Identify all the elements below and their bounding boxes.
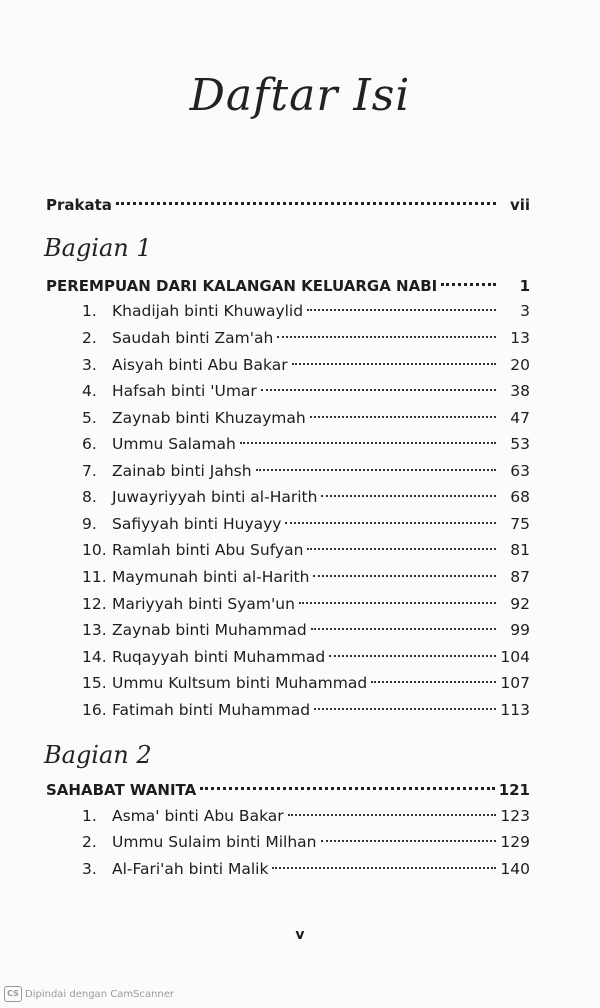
toc-label: Saudah binti Zam'ah (112, 329, 274, 347)
toc-label: SAHABAT WANITA (46, 781, 197, 799)
toc-entry (82, 298, 530, 324)
toc-entry (82, 670, 530, 696)
toc-page: 123 (500, 807, 530, 825)
dot-leader (200, 787, 494, 790)
toc-entry (82, 617, 530, 643)
dot-leader (314, 708, 496, 710)
toc-label: Juwayriyyah binti al-Harith (112, 488, 318, 506)
toc-label: Ummu Sulaim binti Milhan (112, 833, 317, 851)
toc-entry (82, 829, 530, 855)
toc-label: Aisyah binti Abu Bakar (112, 356, 288, 374)
toc-page: 81 (510, 541, 530, 559)
toc-number: 7. (82, 462, 97, 480)
toc-page: 13 (510, 329, 530, 347)
dot-leader (307, 548, 496, 550)
toc-number: 3. (82, 356, 97, 374)
toc-number: 11. (82, 568, 107, 586)
toc-label: Khadijah binti Khuwaylid (112, 302, 304, 320)
toc-label: Al-Fari'ah binti Malik (112, 860, 269, 878)
toc-label: Safiyyah binti Huyayy (112, 515, 282, 533)
dot-leader (441, 283, 496, 286)
toc-section-heading (46, 273, 530, 299)
toc-number: 1. (82, 302, 97, 320)
dot-leader (329, 655, 496, 657)
dot-leader (321, 840, 496, 842)
dot-leader (307, 309, 496, 311)
toc-page: vii (509, 196, 530, 214)
toc-entry (82, 352, 530, 378)
toc-entry (82, 803, 530, 829)
toc-entry (82, 644, 530, 670)
toc-number: 13. (82, 621, 107, 639)
toc-label: Ummu Kultsum binti Muhammad (112, 674, 368, 692)
toc-entry (82, 325, 530, 351)
dot-leader (311, 628, 496, 630)
toc-label: Zainab binti Jahsh (112, 462, 252, 480)
toc-number: 15. (82, 674, 107, 692)
toc-number: 5. (82, 409, 97, 427)
toc-page: 20 (510, 356, 530, 374)
toc-entry (82, 537, 530, 563)
toc-page: 3 (520, 302, 530, 320)
toc-page: 53 (510, 435, 530, 453)
toc-page: 68 (510, 488, 530, 506)
dot-leader (292, 363, 496, 365)
page-number: v (295, 927, 305, 943)
toc-number: 9. (82, 515, 97, 533)
toc-section-heading (46, 777, 530, 803)
toc-number: 2. (82, 329, 97, 347)
toc-label: Fatimah binti Muhammad (112, 701, 311, 719)
toc-number: 1. (82, 807, 97, 825)
dot-leader (272, 867, 496, 869)
toc-entry (82, 591, 530, 617)
toc-page: 38 (510, 382, 530, 400)
toc-number: 12. (82, 595, 107, 613)
toc-page: 107 (500, 674, 530, 692)
toc-label: Prakata (46, 196, 112, 214)
toc-number: 10. (82, 541, 107, 559)
toc-label: Asma' binti Abu Bakar (112, 807, 284, 825)
page-title: Daftar Isi (189, 70, 411, 121)
toc-entry (82, 378, 530, 404)
toc-entry (82, 458, 530, 484)
toc-page: 104 (500, 648, 530, 666)
dot-leader (288, 814, 496, 816)
dot-leader (261, 389, 496, 391)
scanner-text: Dipindai dengan CamScanner (25, 988, 174, 1000)
toc-number: 8. (82, 488, 97, 506)
dot-leader (310, 416, 496, 418)
toc-number: 3. (82, 860, 97, 878)
dot-leader (256, 469, 496, 471)
toc-entry (82, 405, 530, 431)
toc-label: Hafsah binti 'Umar (112, 382, 257, 400)
toc-label: Mariyyah binti Syam'un (112, 595, 295, 613)
toc-number: 6. (82, 435, 97, 453)
toc-entry (82, 564, 530, 590)
toc-page: 87 (510, 568, 530, 586)
toc-page: 113 (500, 701, 530, 719)
toc-label: Ruqayyah binti Muhammad (112, 648, 326, 666)
toc-page: 140 (500, 860, 530, 878)
toc-label: Zaynab binti Khuzaymah (112, 409, 306, 427)
toc-entry (82, 484, 530, 510)
toc-page: 121 (498, 781, 530, 799)
dot-leader (371, 681, 496, 683)
toc-page: 1 (519, 277, 530, 295)
section-label-bagian-1: Bagian 1 (44, 234, 152, 262)
toc-page: 99 (510, 621, 530, 639)
toc-entry (82, 431, 530, 457)
toc-entry (82, 697, 530, 723)
toc-page: 92 (510, 595, 530, 613)
toc-page: 129 (500, 833, 530, 851)
toc-entry (82, 856, 530, 882)
toc-label: Zaynab binti Muhammad (112, 621, 307, 639)
toc-number: 14. (82, 648, 107, 666)
toc-number: 4. (82, 382, 97, 400)
dot-leader (285, 522, 496, 524)
toc-entry-prakata (46, 192, 530, 218)
camscanner-icon: CS (4, 986, 22, 1002)
dot-leader (313, 575, 496, 577)
scanner-watermark (4, 986, 174, 1002)
toc-page: 63 (510, 462, 530, 480)
dot-leader (240, 442, 496, 444)
toc-entry (82, 511, 530, 537)
section-label-bagian-2: Bagian 2 (44, 741, 152, 769)
toc-number: 2. (82, 833, 97, 851)
dot-leader (277, 336, 496, 338)
toc-label: PEREMPUAN DARI KALANGAN KELUARGA NABI (46, 277, 438, 295)
toc-page: 75 (510, 515, 530, 533)
dot-leader (321, 495, 496, 497)
toc-label: Ummu Salamah (112, 435, 236, 453)
toc-number: 16. (82, 701, 107, 719)
toc-page: 47 (510, 409, 530, 427)
toc-label: Maymunah binti al-Harith (112, 568, 310, 586)
toc-label: Ramlah binti Abu Sufyan (112, 541, 304, 559)
dot-leader (116, 202, 496, 205)
dot-leader (299, 602, 496, 604)
